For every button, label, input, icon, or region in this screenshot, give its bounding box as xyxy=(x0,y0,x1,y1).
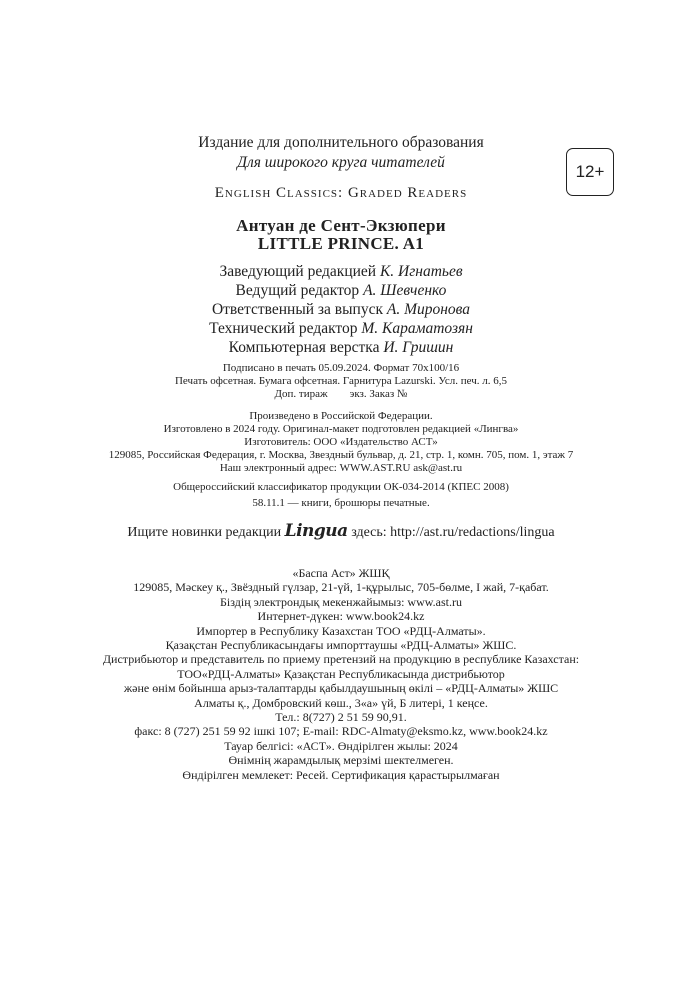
kz-line: Импортер в Республику Казахстан ТОО «РДЦ-Алматы». xyxy=(196,623,486,638)
staff-credit: Технический редактор М. Караматозян xyxy=(209,320,473,337)
staff-credits xyxy=(0,262,682,357)
print-line: Подписано в печать 05.09.2024. Формат 70x100/16 xyxy=(222,362,460,374)
book-title: LITTLE PRINCE. A1 xyxy=(257,234,425,253)
kz-line: 129085, Мәскеу қ., Звёздный гүлзар, 21-үй, 1-құрылыс, 705-бөлме, I жай, 7-қабат. xyxy=(133,580,549,595)
age-rating-badge: 12+ xyxy=(566,148,614,196)
classification-line: Общероссийский классификатор продукции ОК-034-2014 (КПЕС 2008) xyxy=(173,481,509,493)
kz-line: Қазақстан Республикасындағы импорттаушы «РДЦ-Алматы» ЖШС. xyxy=(165,638,517,653)
kz-line: Өнімнің жарамдылық мерзімі шектелмеген. xyxy=(228,753,454,768)
staff-credit: Ответственный за выпуск А. Миронова xyxy=(211,301,471,318)
classification-info xyxy=(0,479,682,511)
kz-line: «Баспа Аст» ЖШҚ xyxy=(292,566,390,580)
audience-line: Для широкого круга читателей xyxy=(237,154,445,171)
production-line: Произведено в Российской Федерации. xyxy=(249,410,433,422)
kz-line: Тел.: 8(727) 2 51 59 90,91. xyxy=(275,710,407,725)
promo-prefix: Ищите новинки редакции xyxy=(127,525,282,540)
staff-credit: Заведующий редакцией К. Игнатьев xyxy=(219,263,463,280)
staff-credit: Ведущий редактор А. Шевченко xyxy=(235,282,447,299)
classification-line: 58.11.1 — книги, брошюры печатные. xyxy=(252,497,430,509)
production-line: 129085, Российская Федерация, г. Москва, Звездный бульвар, д. 21, стр. 1, комн. 705, пом. 1, этаж 7 xyxy=(108,449,574,461)
production-line: Изготовитель: ООО «Издательство АСТ» xyxy=(244,436,438,448)
promo-line xyxy=(0,521,682,541)
kz-line: және өнім бойынша арыз-талаптарды қабылдаушының өкілі – «РДЦ-Алматы» ЖШС xyxy=(123,681,559,696)
print-line: Доп. тираж экз. Заказ № xyxy=(274,388,408,400)
kz-line: факс: 8 (727) 251 59 92 ішкі 107; E-mail: RDC-Almaty@eksmo.kz, www.book24.kz xyxy=(134,724,548,739)
production-line: Изготовлено в 2024 году. Оригинал-макет подготовлен редакцией «Лингва» xyxy=(163,423,519,435)
kz-line: Біздің электрондық мекенжайымыз: www.ast.ru xyxy=(220,594,462,609)
staff-credit: Компьютерная верстка И. Гришин xyxy=(228,339,454,356)
print-line: Печать офсетная. Бумага офсетная. Гарнитура Lazurski. Усл. печ. л. 6,5 xyxy=(174,375,507,387)
lingua-logo: Lingua xyxy=(284,521,348,541)
kz-line: Тауар белгісі: «АСТ». Өндірілген жылы: 2024 xyxy=(224,738,458,753)
promo-suffix: здесь: http://ast.ru/redactions/lingua xyxy=(351,525,555,540)
book-author: Антуан де Сент-Экзюпери xyxy=(236,216,446,235)
kz-line: Өндірілген мемлекет: Ресей. Сертификация қарастырылмаған xyxy=(182,767,500,782)
edition-line: Издание для дополнительного образования xyxy=(198,134,484,151)
kz-line: ТОО«РДЦ-Алматы» Қазақстан Республикасында дистрибьютор xyxy=(177,666,505,681)
print-info xyxy=(0,362,682,401)
production-info xyxy=(0,410,682,475)
series-name: English Classics: Graded Readers xyxy=(214,185,468,201)
kz-line: Интернет-дүкен: www.book24.kz xyxy=(257,609,425,624)
production-line: Наш электронный адрес: WWW.AST.RU ask@ast.ru xyxy=(219,462,463,474)
kz-line: Дистрибьютор и представитель по приему претензий на продукцию в республике Казахстан: xyxy=(102,652,580,667)
kz-line: Алматы қ., Домбровский көш., 3«а» үй, Б литері, 1 кеңсе. xyxy=(194,695,488,710)
kazakhstan-info xyxy=(0,566,682,782)
